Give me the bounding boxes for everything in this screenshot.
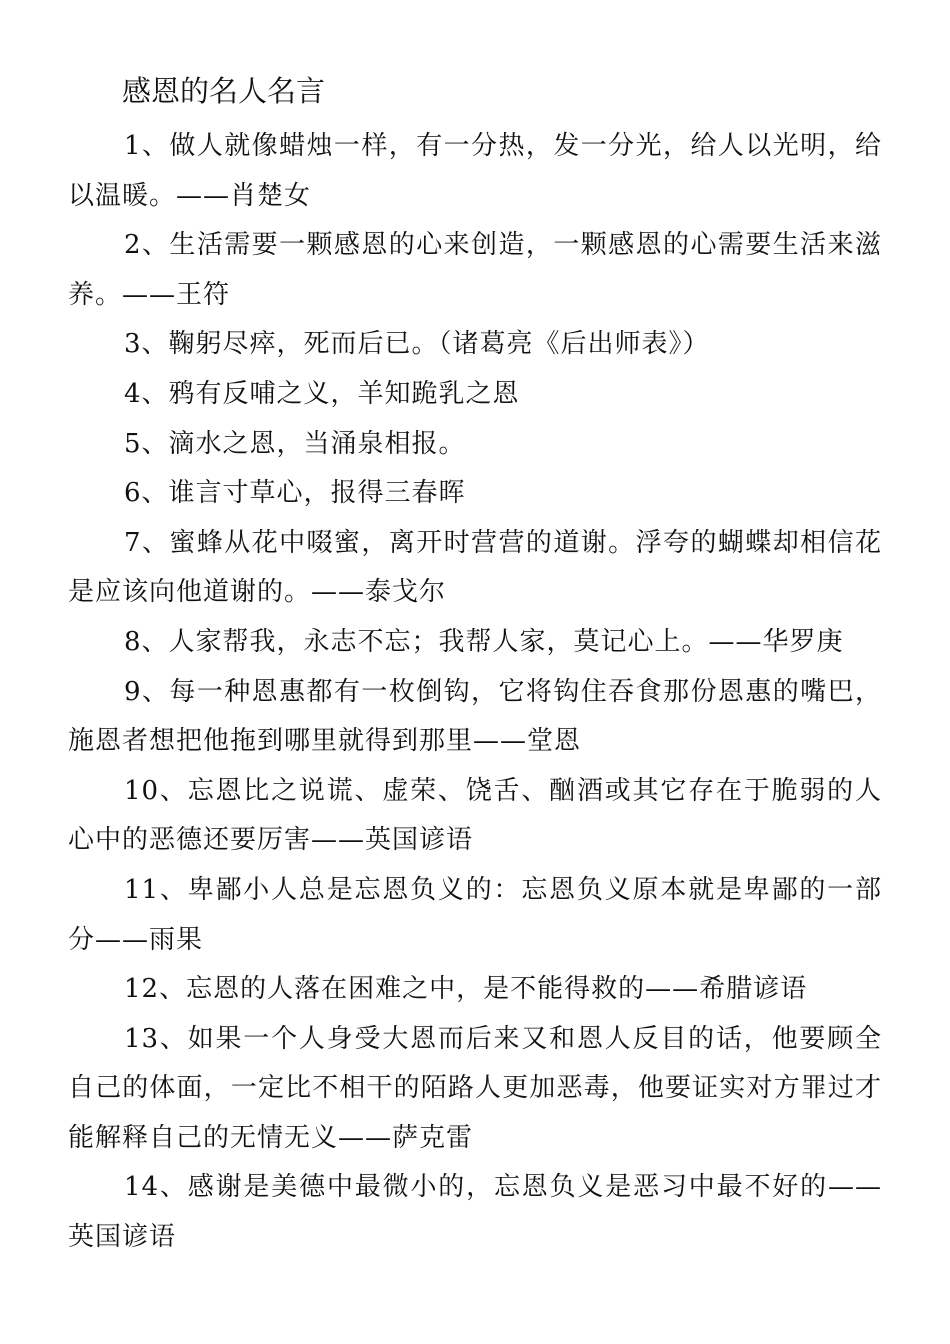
quote-9: 9、每一种恩惠都有一枚倒钩，它将钩住吞食那份恩惠的嘴巴，施恩者想把他拖到哪里就得到那里——堂恩: [68, 676, 882, 757]
quote-3: 3、鞠躬尽瘁，死而后已。（诸葛亮《后出师表》）: [124, 329, 710, 360]
quote-11: 11、卑鄙小人总是忘恩负义的：忘恩负义原本就是卑鄙的一部分——雨果: [68, 874, 882, 955]
quote-13: 13、如果一个人身受大恩而后来又和恩人反目的话，他要顾全自己的体面，一定比不相干的陌路人更加恶毒，他要证实对方罪过才能解释自己的无情无义——萨克雷: [68, 1023, 882, 1153]
quote-1: 1、做人就像蜡烛一样，有一分热，发一分光，给人以光明，给以温暖。——肖楚女: [68, 131, 882, 211]
quote-7: 7、蜜蜂从花中啜蜜，离开时营营的道谢。浮夸的蝴蝶却相信花是应该向他道谢的。——泰戈尔: [68, 527, 882, 608]
quote-8: 8、人家帮我，永志不忘；我帮人家，莫记心上。——华罗庚: [124, 626, 844, 657]
page-title: 感恩的名人名言: [122, 74, 326, 108]
quote-14: 14、感谢是美德中最微小的，忘恩负义是恶习中最不好的——英国谚语: [68, 1172, 882, 1253]
document-page: [68, 60, 882, 1263]
quote-5: 5、滴水之恩，当涌泉相报。: [124, 428, 466, 459]
quote-6: 6、谁言寸草心，报得三春晖: [124, 478, 466, 509]
quote-4: 4、鸦有反哺之义，羊知跪乳之恩: [124, 378, 520, 409]
quote-10: 10、忘恩比之说谎、虚荣、饶舌、酗酒或其它存在于脆弱的人心中的恶德还要厉害——英国谚语: [68, 775, 882, 856]
quote-2: 2、生活需要一颗感恩的心来创造，一颗感恩的心需要生活来滋养。——王符: [68, 230, 882, 310]
quote-12: 12、忘恩的人落在困难之中，是不能得救的——希腊谚语: [124, 974, 808, 1005]
